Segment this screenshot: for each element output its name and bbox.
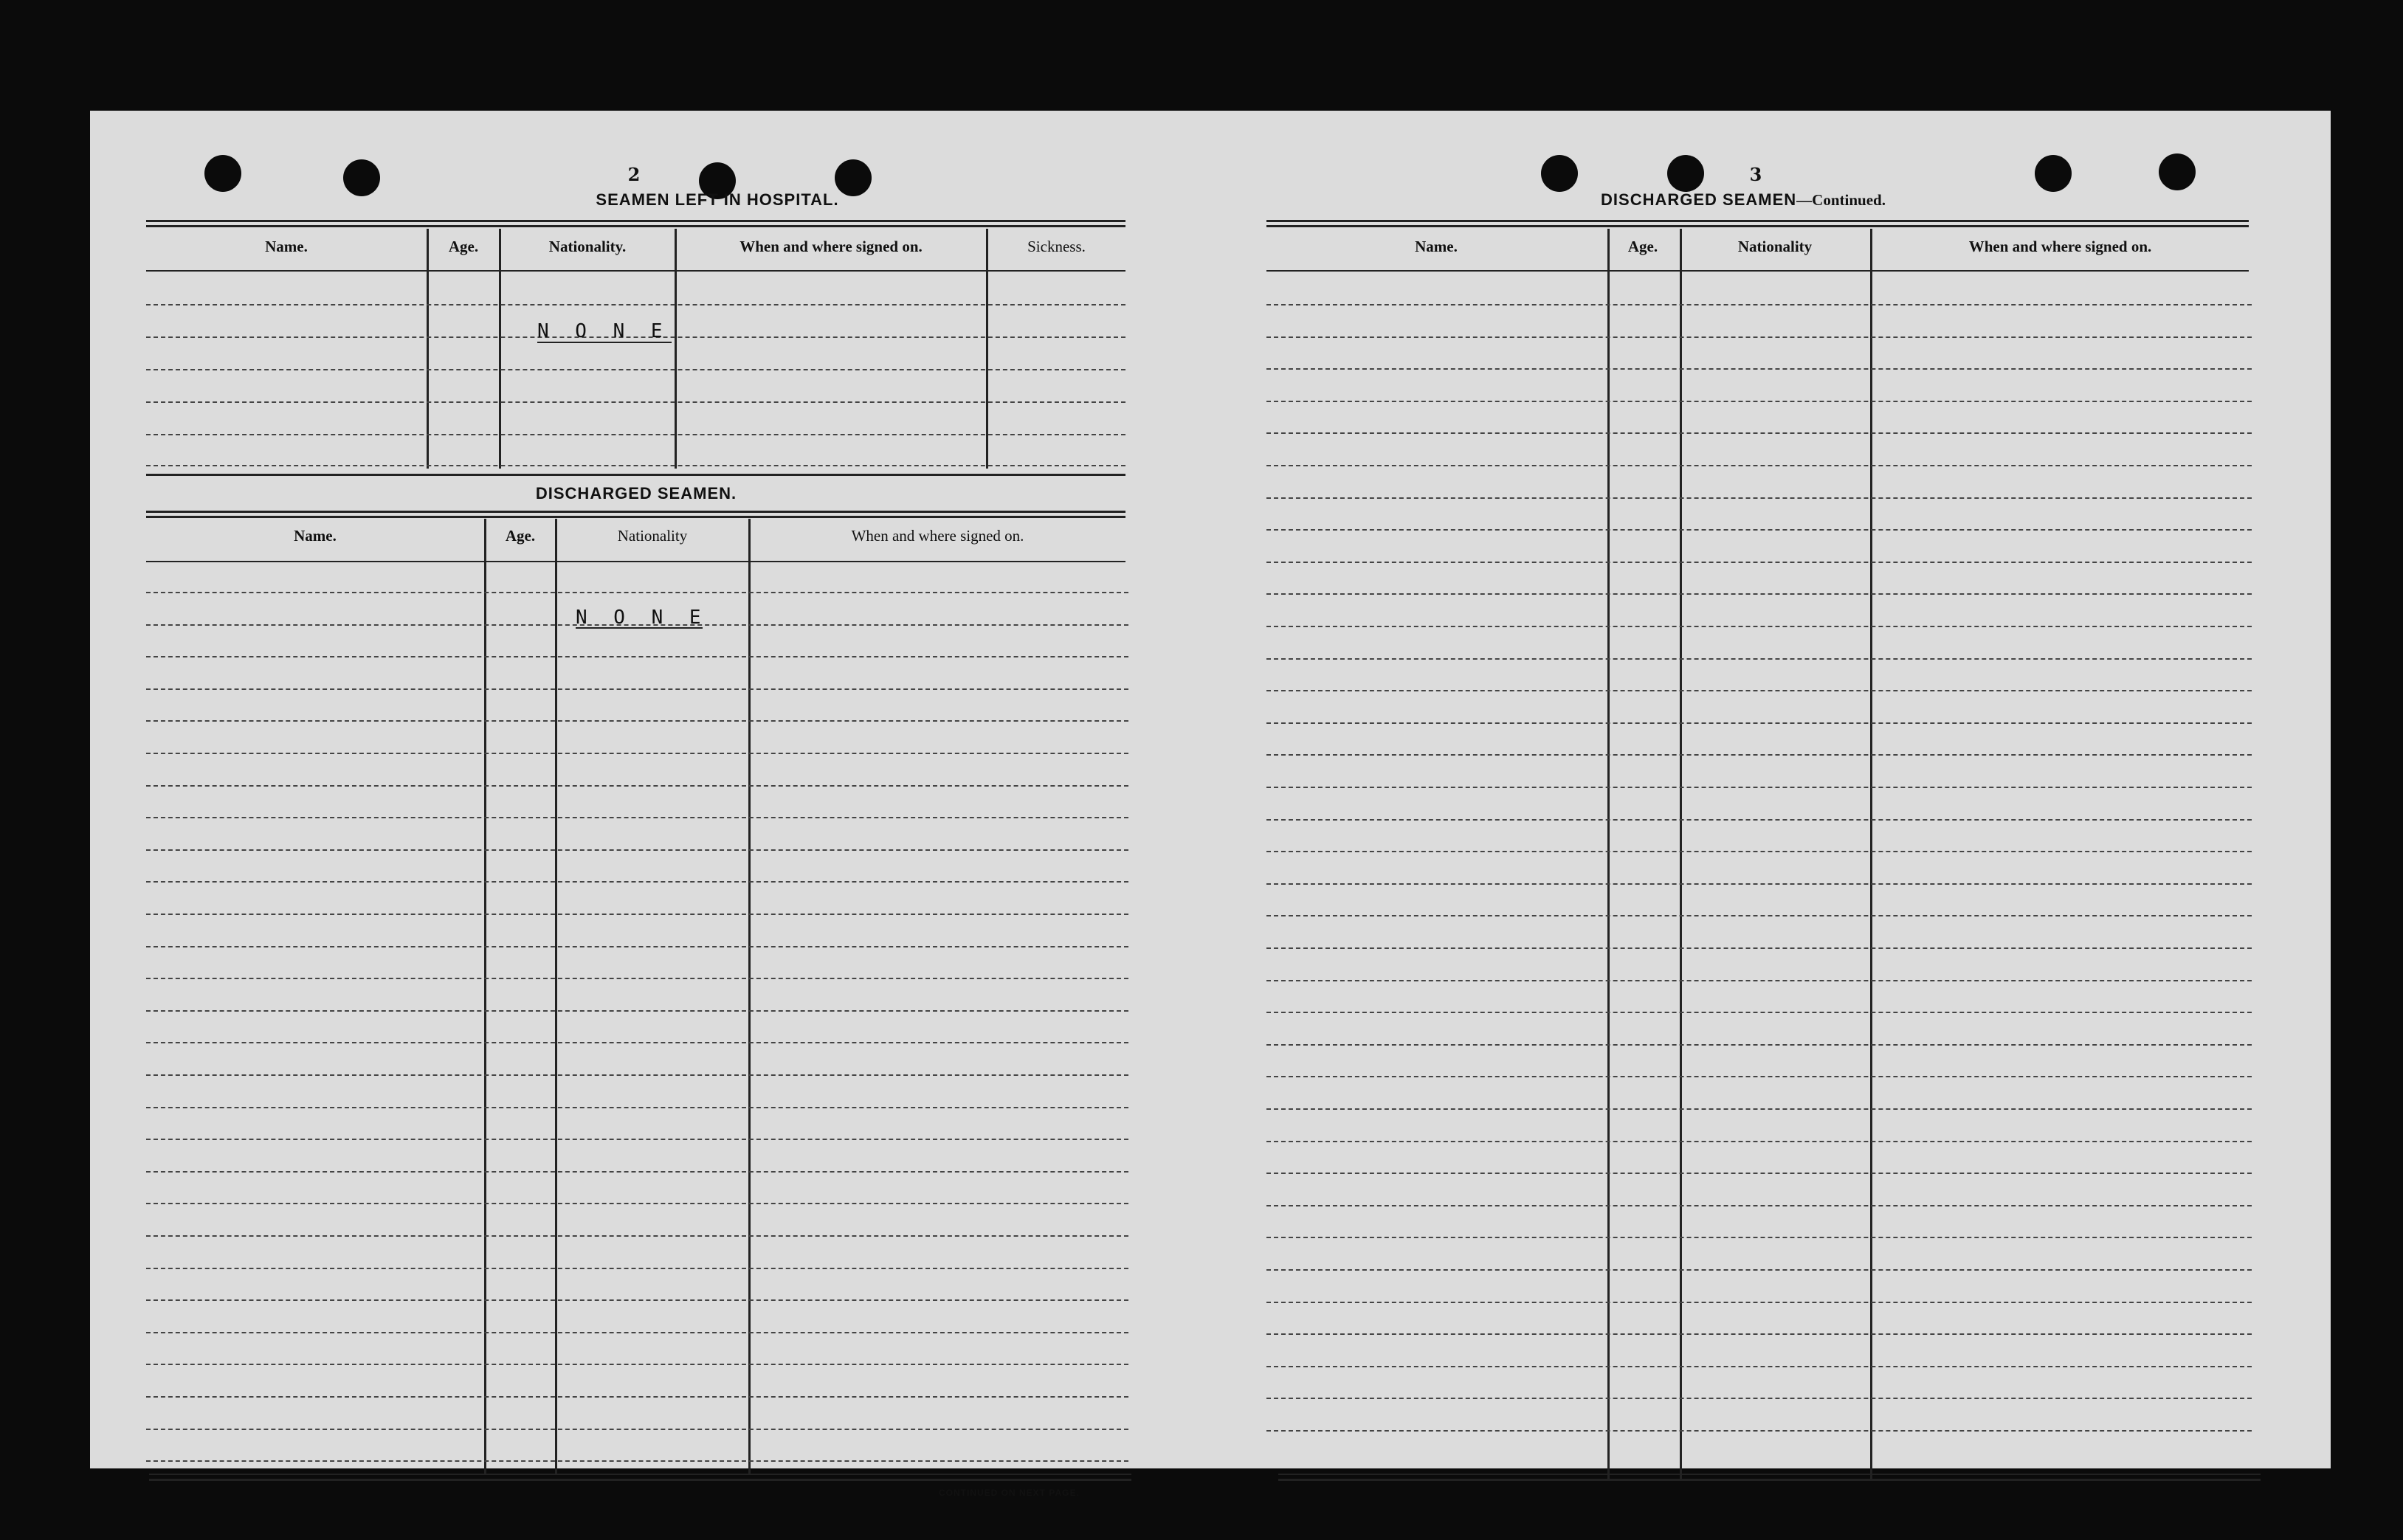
- column-header-nationality: Nationality: [617, 527, 688, 545]
- hospital-entry-none: N O N E: [537, 320, 670, 342]
- ruled-line: [1266, 883, 2252, 885]
- ruled-line: [146, 881, 1128, 883]
- title-text: DISCHARGED SEAMEN: [1601, 190, 1797, 209]
- ruled-line: [1266, 1302, 2252, 1303]
- ruled-line: [1266, 980, 2252, 981]
- rule: [146, 516, 1125, 518]
- page-number: 3: [1749, 164, 1762, 185]
- ruled-line: [1266, 851, 2252, 852]
- column-header-signed-on: When and where signed on.: [851, 527, 1024, 545]
- underline: [537, 342, 672, 343]
- column-header-sickness: Sickness.: [1027, 238, 1086, 255]
- ruled-line: [1266, 497, 2252, 499]
- ruled-line: [1266, 690, 2252, 691]
- ruled-line: [1266, 1173, 2252, 1174]
- rule: [149, 1479, 1131, 1481]
- ruled-line: [146, 465, 1125, 466]
- underline: [576, 627, 703, 629]
- ruled-line: [1266, 529, 2252, 531]
- ruled-line: [146, 1203, 1128, 1204]
- column-header-age: Age.: [448, 238, 479, 255]
- ruled-line: [146, 656, 1128, 657]
- rule: [1266, 270, 2249, 272]
- column-header-age: Age.: [1627, 238, 1658, 255]
- ruled-line: [1266, 1076, 2252, 1077]
- ruled-line: [1266, 304, 2252, 305]
- ruled-line: [1266, 336, 2252, 338]
- ruled-line: [146, 785, 1128, 787]
- column-divider: [986, 229, 988, 469]
- manifest-sheet: [90, 111, 2331, 1498]
- ruled-line: [1266, 787, 2252, 788]
- column-header-signed-on: When and where signed on.: [1968, 238, 2152, 255]
- ruled-line: [146, 1268, 1128, 1269]
- ruled-line: [146, 1042, 1128, 1043]
- column-divider: [748, 519, 751, 1474]
- ruled-line: [1266, 1205, 2252, 1206]
- rule: [1278, 1474, 2261, 1475]
- ruled-line: [1266, 1108, 2252, 1110]
- ruled-line: [1266, 1012, 2252, 1013]
- rule: [146, 270, 1125, 272]
- column-divider: [675, 229, 677, 469]
- ruled-line: [1266, 819, 2252, 821]
- ruled-line: [146, 1010, 1128, 1012]
- punch-hole: [2159, 153, 2196, 190]
- column-header-name: Name.: [265, 238, 308, 255]
- column-divider: [555, 519, 557, 1474]
- rule: [146, 511, 1125, 513]
- ruled-line: [1266, 722, 2252, 724]
- ruled-line: [146, 1460, 1128, 1462]
- rule: [1278, 1479, 2261, 1481]
- punch-hole: [343, 159, 380, 196]
- rule: [146, 225, 1125, 227]
- rule: [1266, 220, 2249, 222]
- ruled-line: [1266, 1237, 2252, 1238]
- ruled-line: [146, 369, 1125, 370]
- ruled-line: [146, 1139, 1128, 1140]
- hospital-section-title: SEAMEN LEFT IN HOSPITAL.: [596, 190, 839, 209]
- ruled-line: [146, 817, 1128, 818]
- punch-hole: [1667, 155, 1704, 192]
- ruled-line: [146, 1299, 1128, 1301]
- ruled-line: [146, 1429, 1128, 1430]
- ruled-line: [1266, 465, 2252, 466]
- ruled-line: [1266, 1366, 2252, 1367]
- ruled-line: [146, 946, 1128, 947]
- ruled-line: [1266, 915, 2252, 916]
- column-divider: [1870, 229, 1872, 1479]
- ruled-line: [1266, 1430, 2252, 1432]
- ruled-line: [146, 1364, 1128, 1365]
- rule: [146, 220, 1125, 222]
- page-number: 2: [627, 164, 641, 185]
- ruled-line: [146, 914, 1128, 915]
- ruled-line: [1266, 626, 2252, 627]
- ruled-line: [1266, 1044, 2252, 1046]
- ruled-line: [146, 304, 1125, 305]
- ruled-line: [1266, 1333, 2252, 1335]
- ruled-line: [146, 1396, 1128, 1398]
- column-divider: [1607, 229, 1610, 1479]
- column-header-nationality: Nationality.: [548, 238, 627, 255]
- ruled-line: [146, 720, 1128, 722]
- ruled-line: [146, 849, 1128, 851]
- column-header-signed-on: When and where signed on.: [739, 238, 923, 255]
- punch-hole: [204, 155, 241, 192]
- ruled-line: [1266, 401, 2252, 402]
- ruled-line: [146, 592, 1128, 593]
- ruled-line: [146, 753, 1128, 754]
- rule: [149, 1474, 1131, 1475]
- ruled-line: [1266, 947, 2252, 949]
- ruled-line: [1266, 368, 2252, 370]
- punch-hole: [1541, 155, 1578, 192]
- ruled-line: [1266, 1141, 2252, 1142]
- column-divider: [1680, 229, 1682, 1479]
- title-suffix: —Continued.: [1796, 191, 1886, 209]
- column-header-nationality: Nationality: [1737, 238, 1813, 255]
- ruled-line: [1266, 562, 2252, 563]
- rule: [146, 561, 1125, 562]
- column-divider: [484, 519, 486, 1474]
- ruled-line: [146, 1235, 1128, 1237]
- continued-note: CONTINUED ON NEXT PAGE.: [939, 1488, 1080, 1498]
- ruled-line: [1266, 1398, 2252, 1399]
- ruled-line: [1266, 432, 2252, 434]
- column-divider: [427, 229, 429, 469]
- punch-hole: [2035, 155, 2072, 192]
- ruled-line: [1266, 754, 2252, 756]
- column-header-age: Age.: [505, 527, 536, 545]
- ruled-line: [146, 434, 1125, 435]
- ruled-line: [146, 1332, 1128, 1333]
- ruled-line: [146, 688, 1128, 690]
- ruled-line: [146, 1171, 1128, 1173]
- column-header-name: Name.: [1415, 238, 1458, 255]
- continued-section-title: [1485, 190, 2002, 210]
- ruled-line: [146, 978, 1128, 979]
- ruled-line: [1266, 658, 2252, 660]
- discharged-entry-none: N O N E: [576, 607, 709, 629]
- column-divider: [499, 229, 501, 469]
- ruled-line: [1266, 1269, 2252, 1271]
- rule: [1266, 225, 2249, 227]
- ruled-line: [146, 1074, 1128, 1076]
- ruled-line: [146, 1107, 1128, 1108]
- ruled-line: [1266, 593, 2252, 595]
- rule: [146, 474, 1125, 476]
- discharged-section-title: DISCHARGED SEAMEN.: [535, 484, 737, 503]
- ruled-line: [146, 401, 1125, 403]
- column-header-name: Name.: [294, 527, 337, 545]
